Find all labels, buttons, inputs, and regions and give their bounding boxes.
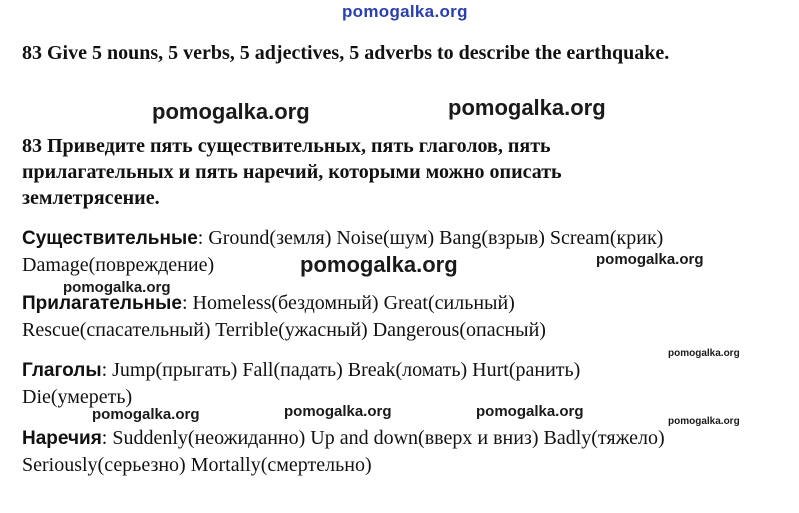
nouns-section (22, 225, 782, 278)
adjectives-heading: Прилагательные (22, 293, 182, 314)
adjectives-line-2: Rescue(спасательный) Terrible(ужасный) Dangerous(опасный) (22, 319, 546, 341)
adverbs-heading: Наречия (22, 428, 102, 449)
watermark-top[interactable]: pomogalka.org (342, 2, 468, 21)
watermark: pomogalka.org (476, 403, 584, 420)
task-russian: 83 Приведите пять существительных, пять глаголов, пять прилагательных и пять наречий, которыми можно описать землетрясение. (22, 135, 562, 209)
watermark: pomogalka.org (448, 95, 606, 120)
watermark: pomogalka.org (668, 348, 740, 359)
watermark: pomogalka.org (63, 279, 171, 296)
adjectives-section (22, 290, 782, 343)
watermark: pomogalka.org (668, 416, 740, 427)
verbs-line-2: Die(умереть) (22, 386, 133, 408)
verbs-heading: Глаголы (22, 360, 102, 381)
adverbs-line-2: Seriously(серьезно) Mortally(смертельно) (22, 454, 372, 476)
adverbs-section (22, 425, 782, 478)
watermark: pomogalka.org (284, 403, 392, 420)
task-english: 83 Give 5 nouns, 5 verbs, 5 adjectives, 5 adverbs to describe the earthquake. (22, 42, 670, 64)
nouns-line-2: Damage(повреждение) (22, 254, 215, 276)
watermark: pomogalka.org (92, 406, 200, 423)
watermark: pomogalka.org (300, 252, 458, 277)
watermark: pomogalka.org (152, 99, 310, 124)
nouns-heading: Существительные (22, 228, 198, 249)
verbs-section (22, 357, 782, 410)
nouns-line-1: : Ground(земля) Noise(шум) Bang(взрыв) Scream(крик) (197, 227, 664, 249)
watermark: pomogalka.org (596, 251, 704, 268)
adjectives-line-1: : Homeless(бездомный) Great(сильный) (181, 292, 515, 314)
verbs-line-1: : Jump(прыгать) Fall(падать) Break(ломать) Hurt(ранить) (101, 359, 581, 381)
adverbs-line-1: : Suddenly(неожиданно) Up and down(вверх и вниз) Badly(тяжело) (101, 427, 665, 449)
